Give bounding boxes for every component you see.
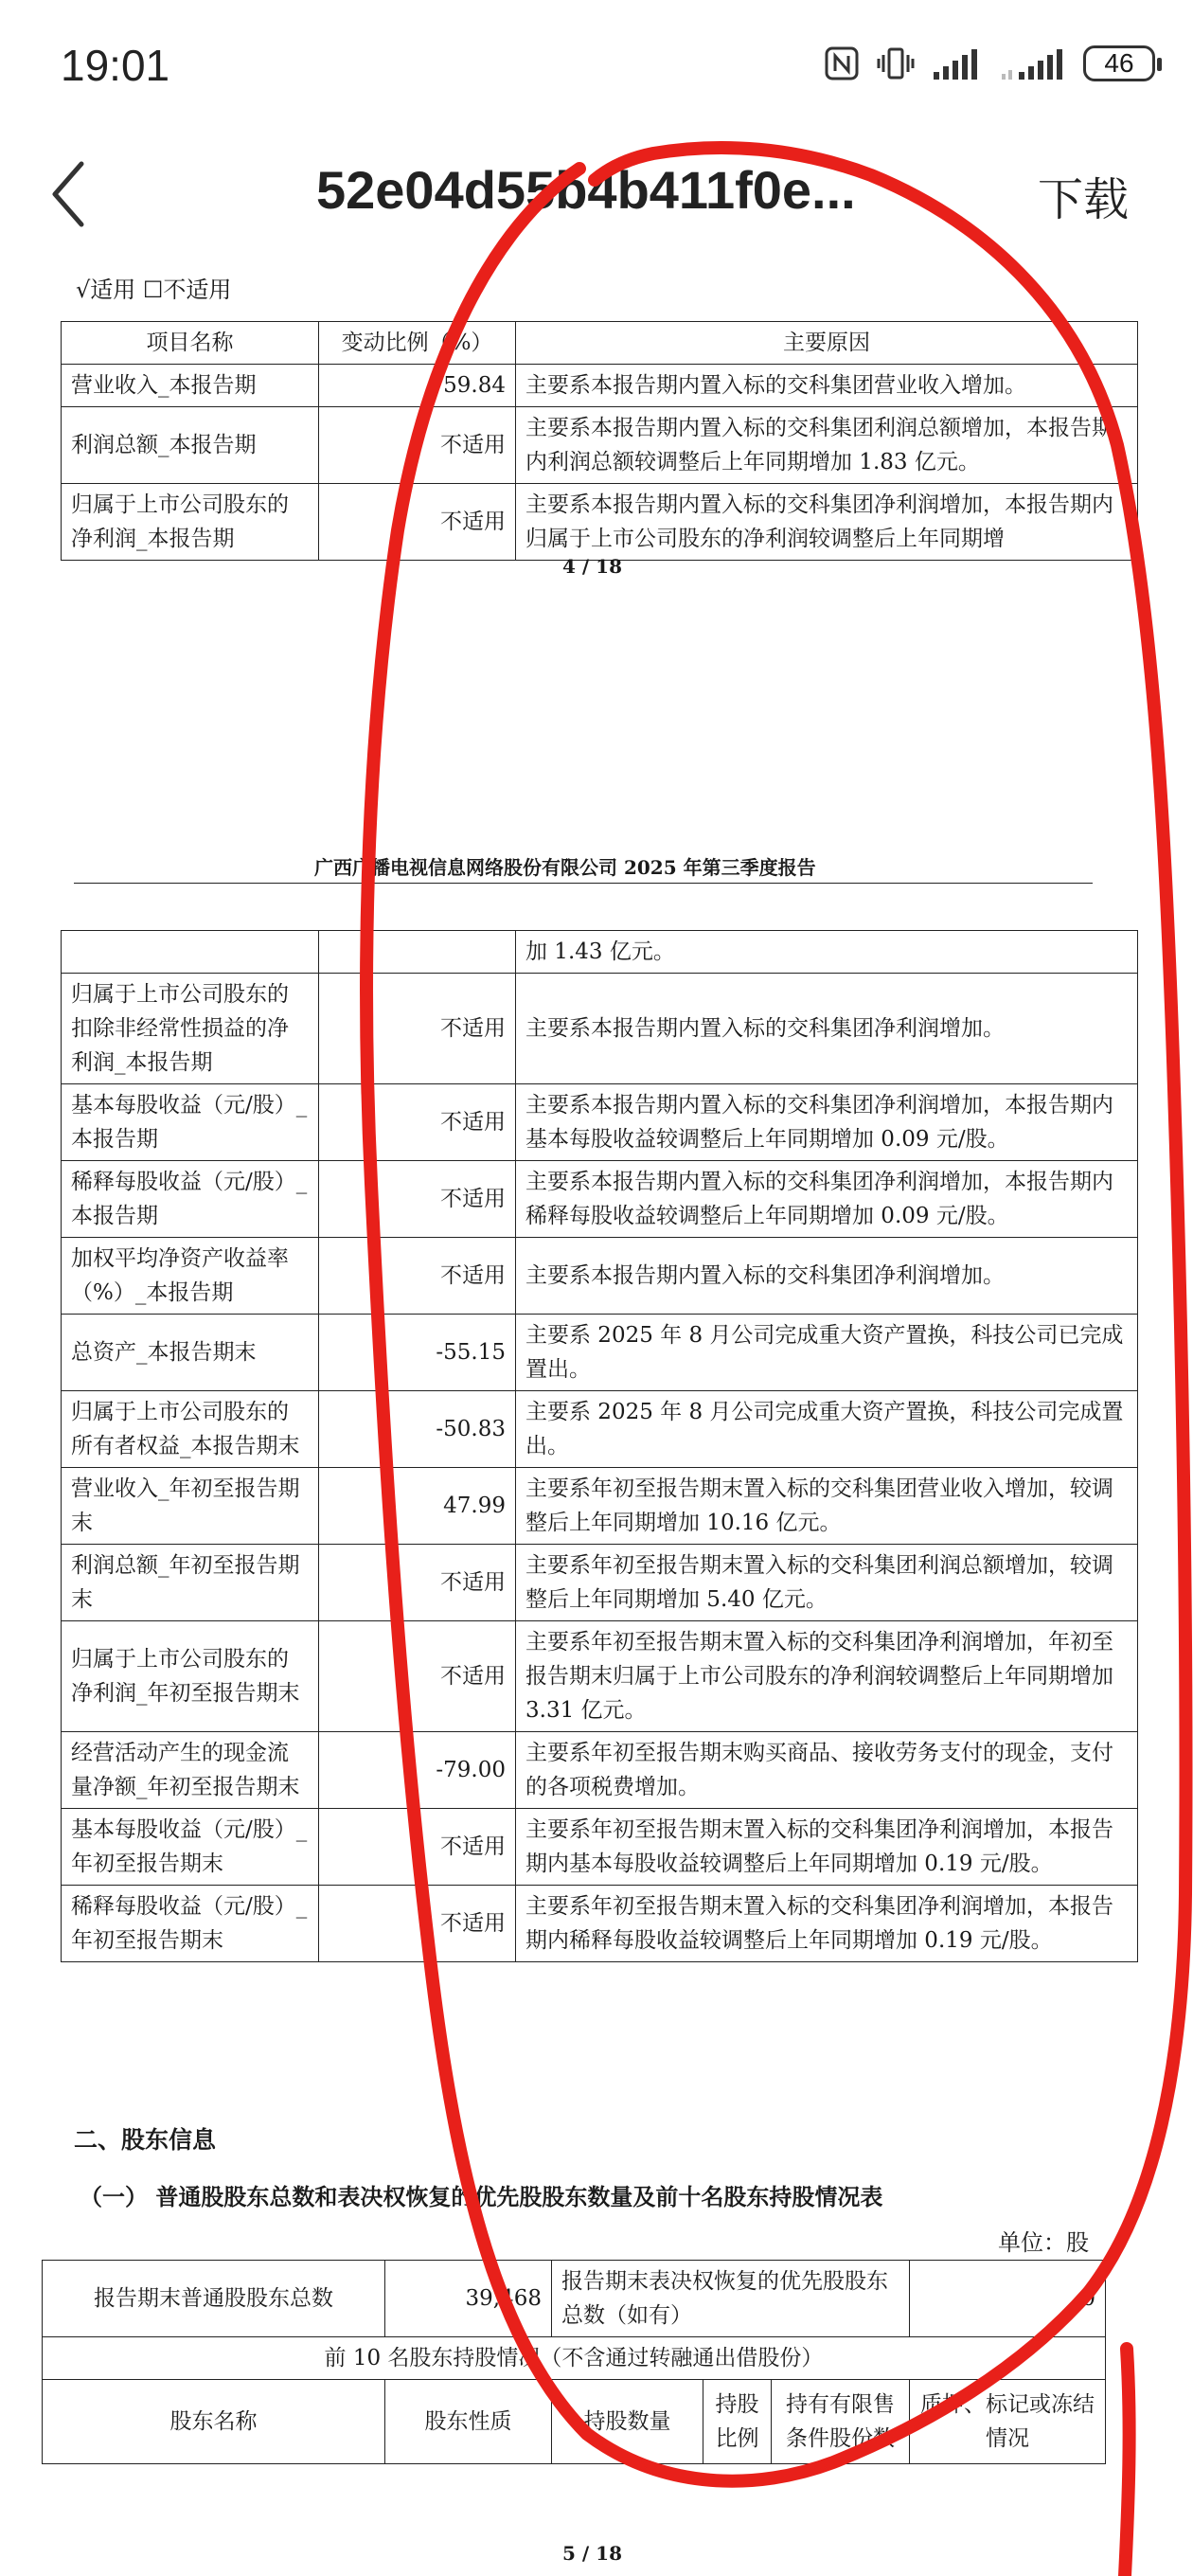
main-reason: 主要系年初至报告期末置入标的交科集团营业收入增加，较调整后上年同期增加 10.16 亿元。 <box>516 1468 1138 1545</box>
change-ratio <box>319 931 516 974</box>
table-row <box>62 974 1138 1084</box>
status-icons <box>824 45 1155 81</box>
signal-icon <box>932 45 983 81</box>
battery-level: 46 <box>1104 48 1134 78</box>
main-reason: 主要系年初至报告期末置入标的交科集团净利润增加，本报告期内稀释每股收益较调整后上年同期增加 0.19 元/股。 <box>516 1886 1138 1962</box>
main-reason: 主要系年初至报告期末置入标的交科集团净利润增加，本报告期内基本每股收益较调整后上年同期增加 0.19 元/股。 <box>516 1809 1138 1886</box>
header-restricted-shares: 持有有限售条件股份数 <box>772 2380 910 2464</box>
table-row <box>62 484 1138 561</box>
item-name: 利润总额_本报告期 <box>62 407 319 484</box>
change-ratio: 不适用 <box>319 1238 516 1315</box>
table-row <box>62 365 1138 407</box>
header-share-count: 持股数量 <box>552 2380 703 2464</box>
download-button[interactable]: 下载 <box>1038 175 1130 225</box>
header-shareholder-name: 股东名称 <box>43 2380 385 2464</box>
item-name <box>62 931 319 974</box>
change-ratio: 不适用 <box>319 974 516 1084</box>
change-ratio: 不适用 <box>319 1886 516 1962</box>
status-time: 19:01 <box>61 41 170 90</box>
table-row <box>62 1809 1138 1886</box>
top10-caption: 前 10 名股东持股情况（不含通过转融通出借股份） <box>43 2337 1106 2380</box>
change-ratio: 不适用 <box>319 1161 516 1238</box>
nfc-icon <box>824 45 860 81</box>
total-shareholders-value: 39,468 <box>385 2261 552 2337</box>
table-header-row <box>62 322 1138 365</box>
section-shareholder-subtitle: （一） 普通股股东总数和表决权恢复的优先股股东数量及前十名股东持股情况表 <box>80 2183 883 2210</box>
header-main-reason: 主要原因 <box>516 322 1138 365</box>
document-title: 52e04d55b4b411f0e... <box>316 160 856 220</box>
change-ratio: 不适用 <box>319 1621 516 1732</box>
page-number-4: 4 / 18 <box>562 555 622 578</box>
item-name: 归属于上市公司股东的净利润_本报告期 <box>62 484 319 561</box>
main-reason: 主要系年初至报告期末置入标的交科集团净利润增加，年初至报告期末归属于上市公司股东的净利润较调整后上年同期增加 3.31 亿元。 <box>516 1621 1138 1732</box>
preferred-shareholders-value: 0 <box>910 2261 1106 2337</box>
main-reason: 主要系本报告期内置入标的交科集团净利润增加。 <box>516 1238 1138 1315</box>
header-pledge-status: 质押、标记或冻结情况 <box>910 2380 1106 2464</box>
change-ratio: 不适用 <box>319 407 516 484</box>
change-ratio: -79.00 <box>319 1732 516 1809</box>
main-reason: 主要系本报告期内置入标的交科集团净利润增加，本报告期内基本每股收益较调整后上年同期增加 0.09 元/股。 <box>516 1084 1138 1161</box>
item-name: 营业收入_本报告期 <box>62 365 319 407</box>
total-shareholders-label: 报告期末普通股股东总数 <box>43 2261 385 2337</box>
unit-label: 单位：股 <box>998 2229 1089 2256</box>
main-reason: 主要系 2025 年 8 月公司完成重大资产置换，科技公司已完成置出。 <box>516 1315 1138 1391</box>
change-ratio: -55.15 <box>319 1315 516 1391</box>
back-button[interactable] <box>47 156 104 232</box>
main-reason: 主要系本报告期内置入标的交科集团净利润增加。 <box>516 974 1138 1084</box>
item-name: 营业收入_年初至报告期末 <box>62 1468 319 1545</box>
company-report-header: 广西广播电视信息网络股份有限公司 2025 年第三季度报告 <box>314 856 816 879</box>
change-ratio: 59.84 <box>319 365 516 407</box>
table-row <box>62 1315 1138 1391</box>
header-shareholder-nature: 股东性质 <box>385 2380 552 2464</box>
header-share-ratio: 持股比例 <box>703 2380 772 2464</box>
item-name: 稀释每股收益（元/股）_本报告期 <box>62 1161 319 1238</box>
item-name: 基本每股收益（元/股）_年初至报告期末 <box>62 1809 319 1886</box>
item-name: 稀释每股收益（元/股）_年初至报告期末 <box>62 1886 319 1962</box>
table-row <box>62 1238 1138 1315</box>
header-divider <box>74 883 1093 884</box>
item-name: 归属于上市公司股东的净利润_年初至报告期末 <box>62 1621 319 1732</box>
battery-icon <box>1083 45 1155 81</box>
item-name: 归属于上市公司股东的扣除非经常性损益的净利润_本报告期 <box>62 974 319 1084</box>
item-name: 利润总额_年初至报告期末 <box>62 1545 319 1621</box>
change-ratio: 不适用 <box>319 1084 516 1161</box>
table-row <box>43 2261 1106 2337</box>
table-row <box>62 1732 1138 1809</box>
table-row <box>62 1545 1138 1621</box>
vibrate-icon <box>877 45 915 81</box>
item-name: 总资产_本报告期末 <box>62 1315 319 1391</box>
change-ratio: 不适用 <box>319 1545 516 1621</box>
item-name: 基本每股收益（元/股）_本报告期 <box>62 1084 319 1161</box>
table-row <box>62 407 1138 484</box>
change-table-1 <box>61 321 1138 561</box>
shareholder-table <box>42 2260 1106 2464</box>
main-reason: 主要系年初至报告期末置入标的交科集团利润总额增加，较调整后上年同期增加 5.40 亿元。 <box>516 1545 1138 1621</box>
change-ratio: 不适用 <box>319 1809 516 1886</box>
table-header-row <box>43 2380 1106 2464</box>
main-reason: 主要系年初至报告期末购买商品、接收劳务支付的现金，支付的各项税费增加。 <box>516 1732 1138 1809</box>
section-shareholder-info: 二、股东信息 <box>74 2126 217 2154</box>
signal-2-icon <box>1000 45 1066 81</box>
main-reason: 加 1.43 亿元。 <box>516 931 1138 974</box>
table-row <box>62 1391 1138 1468</box>
table-row <box>62 1084 1138 1161</box>
item-name: 经营活动产生的现金流量净额_年初至报告期末 <box>62 1732 319 1809</box>
main-reason: 主要系本报告期内置入标的交科集团净利润增加，本报告期内稀释每股收益较调整后上年同期增加 0.09 元/股。 <box>516 1161 1138 1238</box>
main-reason: 主要系本报告期内置入标的交科集团营业收入增加。 <box>516 365 1138 407</box>
table-row <box>62 1161 1138 1238</box>
table-row <box>62 931 1138 974</box>
page-number-5: 5 / 18 <box>562 2542 622 2565</box>
table-row <box>62 1621 1138 1732</box>
main-reason: 主要系 2025 年 8 月公司完成重大资产置换，科技公司完成置出。 <box>516 1391 1138 1468</box>
applicability-note: √适用 ☐不适用 <box>76 277 232 303</box>
main-reason: 主要系本报告期内置入标的交科集团利润总额增加，本报告期内利润总额较调整后上年同期增加 1.83 亿元。 <box>516 407 1138 484</box>
main-reason: 主要系本报告期内置入标的交科集团净利润增加，本报告期内归属于上市公司股东的净利润较调整后上年同期增 <box>516 484 1138 561</box>
item-name: 加权平均净资产收益率（%）_本报告期 <box>62 1238 319 1315</box>
header-change-ratio: 变动比例（%） <box>319 322 516 365</box>
table-row <box>62 1468 1138 1545</box>
change-ratio: -50.83 <box>319 1391 516 1468</box>
preferred-shareholders-label: 报告期末表决权恢复的优先股股东总数（如有） <box>552 2261 910 2337</box>
change-ratio: 47.99 <box>319 1468 516 1545</box>
change-ratio: 不适用 <box>319 484 516 561</box>
table-row <box>62 1886 1138 1962</box>
header-item-name: 项目名称 <box>62 322 319 365</box>
chevron-left-icon <box>47 156 104 232</box>
status-bar <box>0 0 1193 133</box>
change-table-2 <box>61 930 1138 1962</box>
table-row <box>43 2337 1106 2380</box>
item-name: 归属于上市公司股东的所有者权益_本报告期末 <box>62 1391 319 1468</box>
